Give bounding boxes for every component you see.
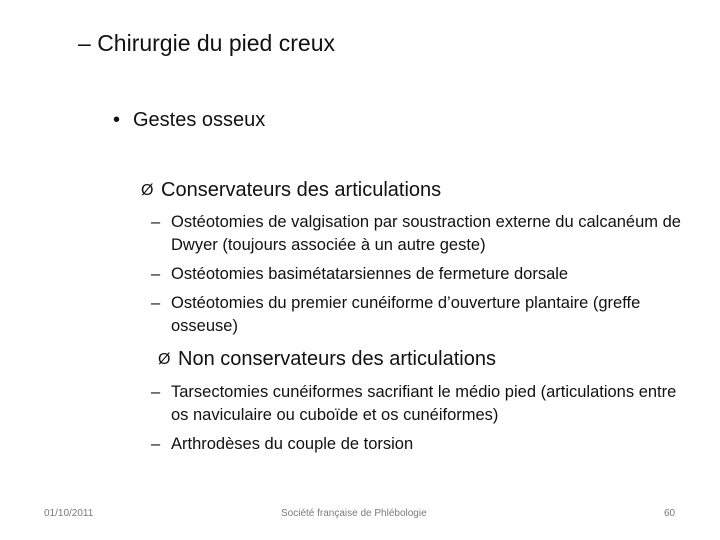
list-item: [151, 292, 691, 338]
bullet-gestes-osseux: [113, 109, 265, 132]
title-dash-marker: –: [78, 30, 91, 56]
list-item-text: Ostéotomies du premier cunéiforme d’ouverture plantaire (greffe osseuse): [171, 294, 641, 335]
arrow-bullet-icon: Ø: [158, 351, 171, 368]
group-heading-non-conservateurs: [158, 348, 496, 371]
bullet-gestes-osseux-text: Gestes osseux: [133, 109, 266, 131]
bullet-dot-marker: •: [113, 109, 121, 131]
dash-marker: –: [151, 383, 161, 401]
slide-title: [78, 30, 335, 57]
list-item-text: Arthrodèses du couple de torsion: [171, 435, 414, 453]
footer-organization: Société française de Phlébologie: [281, 508, 427, 519]
group-items-non-conservateurs: [151, 381, 691, 462]
group-items-conservateurs: [151, 211, 691, 344]
list-item: [151, 433, 691, 456]
slide-title-text: Chirurgie du pied creux: [97, 30, 335, 56]
list-item-text: Ostéotomies basimétatarsiennes de fermeture dorsale: [171, 265, 569, 283]
footer-page-number: 60: [664, 508, 676, 519]
dash-marker: –: [151, 294, 161, 312]
group-heading-conservateurs: [141, 179, 441, 202]
list-item: [151, 381, 691, 427]
list-item-text: Tarsectomies cunéiformes sacrifiant le médio pied (articulations entre os naviculaire ou cuboïde et os cunéiformes): [171, 383, 677, 424]
dash-marker: –: [151, 435, 161, 453]
group-heading-text: Non conservateurs des articulations: [178, 348, 496, 370]
list-item-text: Ostéotomies de valgisation par soustraction externe du calcanéum de Dwyer (toujours associée à un autre geste): [171, 213, 681, 254]
group-heading-text: Conservateurs des articulations: [161, 179, 442, 201]
footer-date: 01/10/2011: [44, 508, 94, 519]
dash-marker: –: [151, 213, 161, 231]
list-item: [151, 263, 691, 286]
dash-marker: –: [151, 265, 161, 283]
arrow-bullet-icon: Ø: [141, 182, 154, 199]
list-item: [151, 211, 691, 257]
